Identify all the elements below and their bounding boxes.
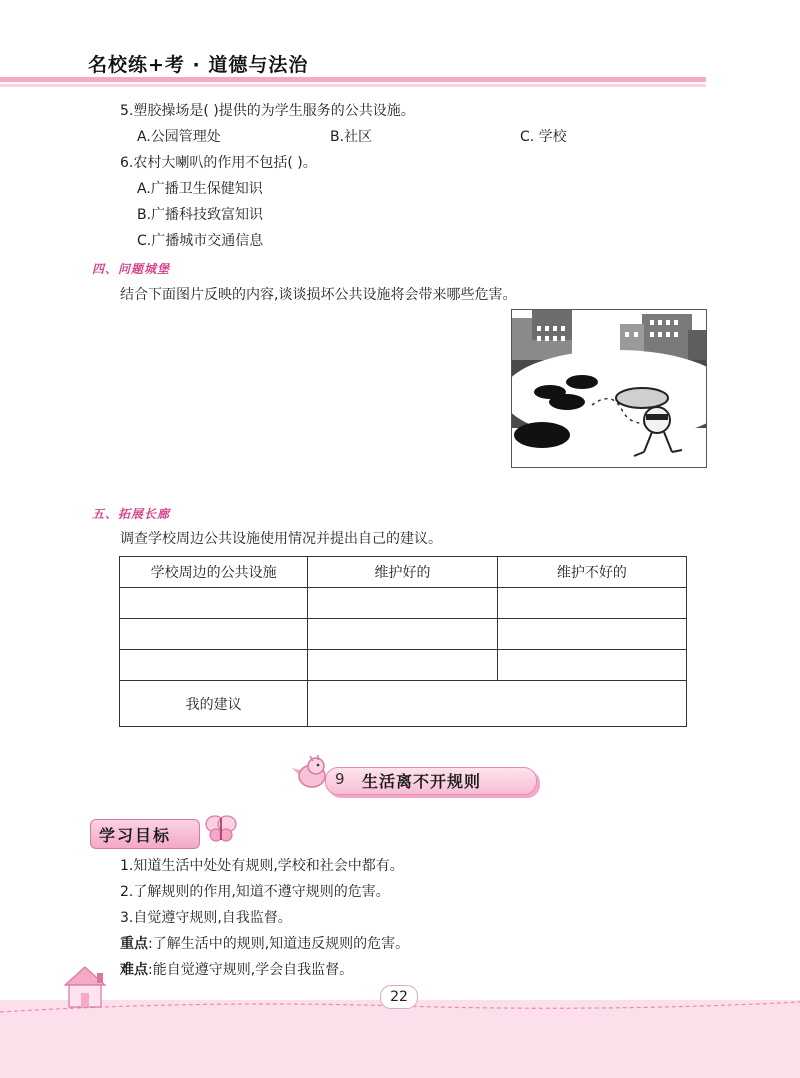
suggestion-label: 我的建议 bbox=[120, 681, 308, 727]
suggestion-cell[interactable] bbox=[308, 681, 687, 727]
question-5-stem: 5.塑胶操场是( )提供的为学生服务的公共设施。 bbox=[120, 103, 415, 119]
focus-text: :了解生活中的规则,知道违反规则的危害。 bbox=[148, 936, 410, 952]
table-cell[interactable] bbox=[308, 650, 497, 681]
difficulty-key: 难点 bbox=[120, 962, 148, 978]
header-divider-light bbox=[0, 84, 706, 87]
section-5-heading: 五、拓展长廊 bbox=[92, 507, 171, 521]
question-6-option-c: C.广播城市交通信息 bbox=[137, 233, 264, 249]
column-header-facilities: 学校周边的公共设施 bbox=[120, 557, 308, 588]
butterfly-icon bbox=[204, 812, 238, 848]
page-number: 22 bbox=[380, 985, 418, 1009]
section-4-heading: 四、问题城堡 bbox=[92, 262, 171, 276]
facility-survey-table bbox=[119, 556, 687, 727]
goal-item: 1.知道生活中处处有规则,学校和社会中都有。 bbox=[120, 858, 404, 874]
section-4-prompt: 结合下面图片反映的内容,谈谈损坏公共设施将会带来哪些危害。 bbox=[120, 287, 517, 303]
difficulty-text: :能自觉遵守规则,学会自我监督。 bbox=[148, 962, 354, 978]
header-title: 名校练+考 · 道德与法治 bbox=[88, 54, 309, 76]
column-header-well-maintained: 维护好的 bbox=[308, 557, 497, 588]
question-6-option-a: A.广播卫生保健知识 bbox=[137, 181, 263, 197]
question-6-stem: 6.农村大喇叭的作用不包括( )。 bbox=[120, 155, 317, 171]
table-cell[interactable] bbox=[497, 650, 686, 681]
table-row bbox=[120, 588, 687, 619]
chapter-title: 生活离不开规则 bbox=[362, 772, 482, 791]
house-icon bbox=[55, 965, 115, 1017]
table-cell[interactable] bbox=[308, 619, 497, 650]
table-header-row bbox=[120, 557, 687, 588]
dragon-mascot-icon bbox=[290, 752, 330, 796]
question-5-option-c: C. 学校 bbox=[520, 129, 567, 145]
header-divider bbox=[0, 77, 706, 82]
focus-key: 重点 bbox=[120, 936, 148, 952]
table-row bbox=[120, 619, 687, 650]
section-5-prompt: 调查学校周边公共设施使用情况并提出自己的建议。 bbox=[120, 531, 442, 547]
difficulty-line bbox=[120, 959, 353, 979]
table-cell[interactable] bbox=[120, 588, 308, 619]
table-cell[interactable] bbox=[308, 588, 497, 619]
suggestion-row bbox=[120, 681, 687, 727]
table-cell[interactable] bbox=[497, 619, 686, 650]
learning-goals-label: 学习目标 bbox=[99, 826, 172, 845]
goal-item: 3.自觉遵守规则,自我监督。 bbox=[120, 910, 292, 926]
table-row bbox=[120, 650, 687, 681]
manhole-theft-illustration bbox=[511, 309, 707, 468]
question-6-option-b: B.广播科技致富知识 bbox=[137, 207, 264, 223]
table-cell[interactable] bbox=[497, 588, 686, 619]
table-cell[interactable] bbox=[120, 619, 308, 650]
chapter-number: 9 bbox=[335, 770, 345, 788]
column-header-poorly-maintained: 维护不好的 bbox=[497, 557, 686, 588]
goal-item: 2.了解规则的作用,知道不遵守规则的危害。 bbox=[120, 884, 390, 900]
question-5-option-a: A.公园管理处 bbox=[137, 129, 221, 145]
focus-line bbox=[120, 933, 409, 953]
table-cell[interactable] bbox=[120, 650, 308, 681]
question-5-option-b: B.社区 bbox=[330, 129, 373, 145]
